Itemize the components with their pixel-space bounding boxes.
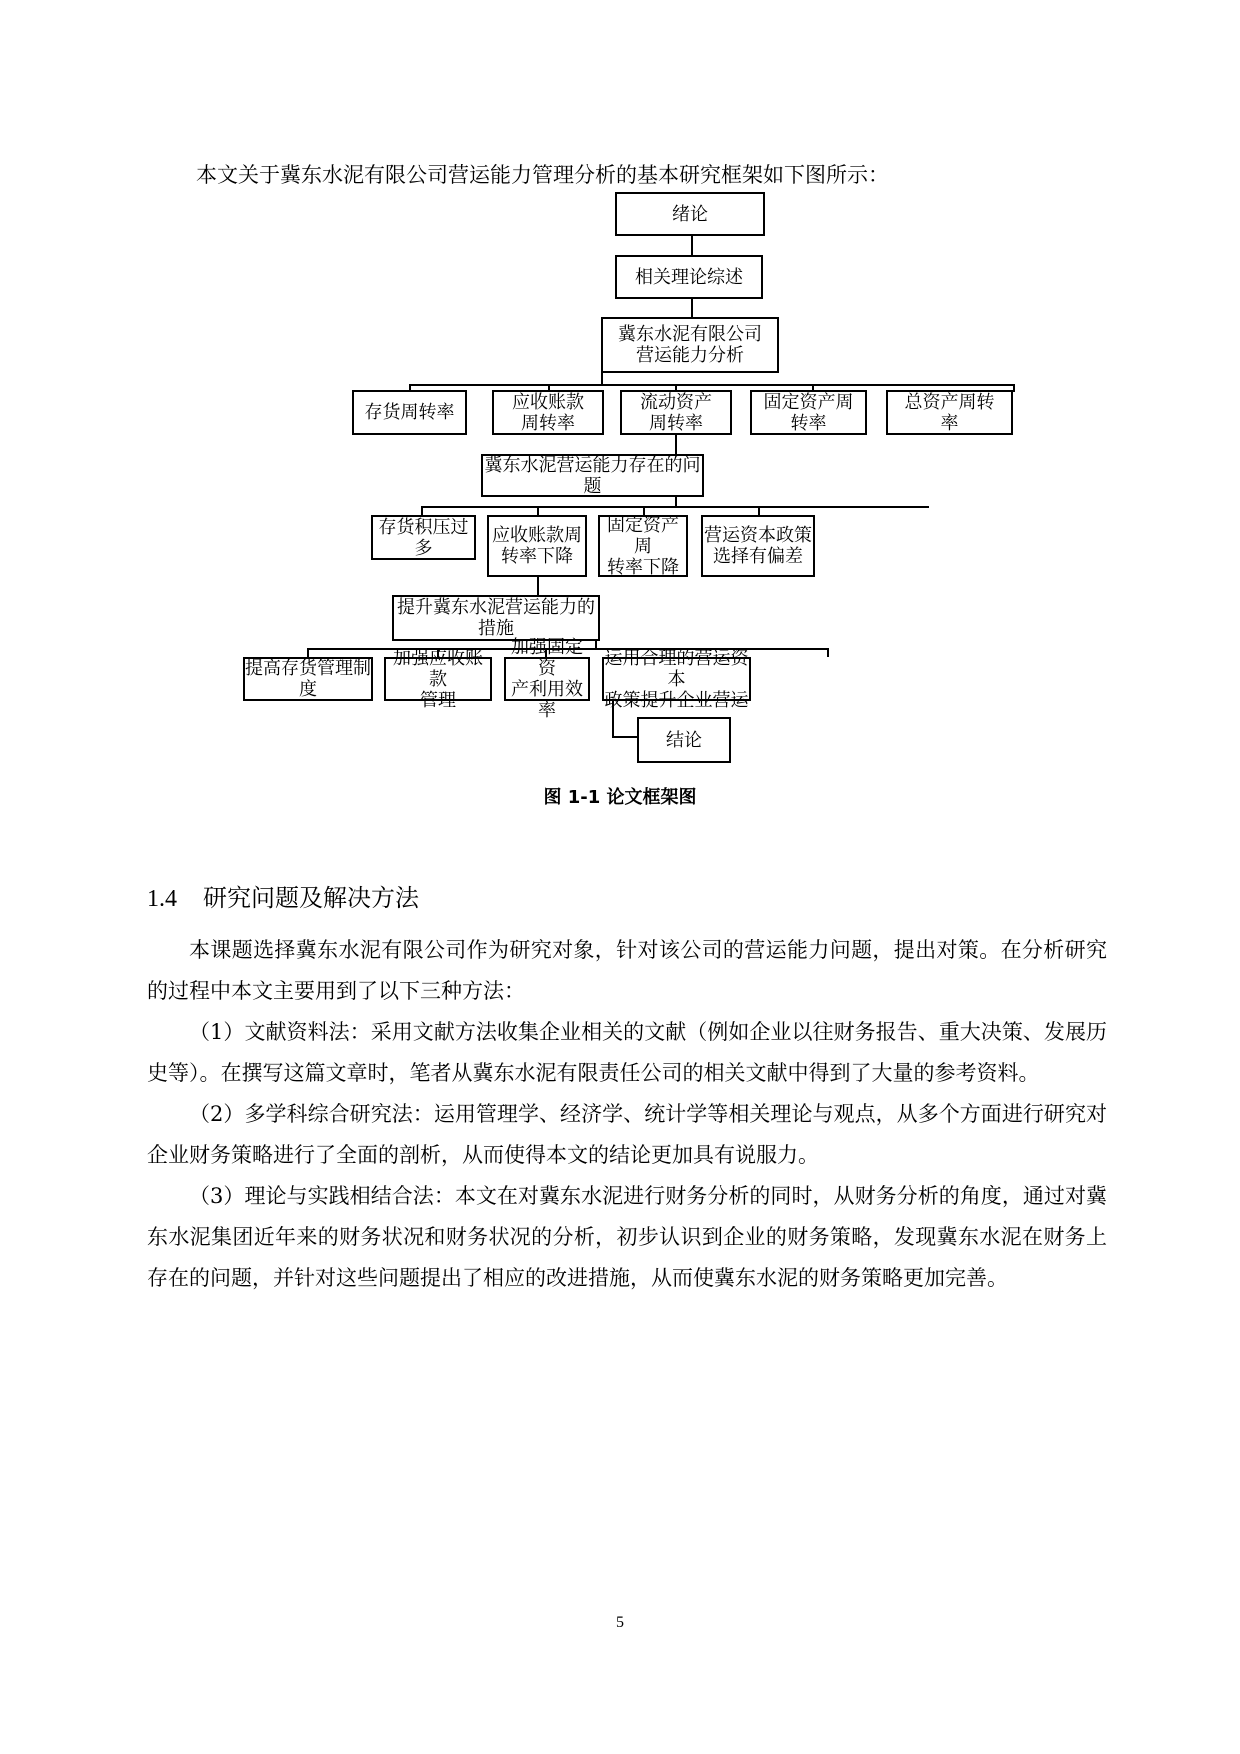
box-label-line: 应收账款	[512, 391, 584, 413]
box-problems	[481, 454, 704, 497]
box-improve-inventory-management	[243, 657, 373, 701]
connector	[537, 577, 539, 597]
box-fixed-assets-turnover	[750, 390, 867, 435]
box-conclusion	[637, 717, 731, 763]
box-fixed-assets-turnover-decline	[598, 515, 688, 577]
box-label-line: 管理	[420, 689, 456, 711]
box-label-line: 运用合理的营运资本	[604, 647, 749, 690]
connector	[537, 506, 539, 515]
connector	[612, 736, 637, 738]
box-label-line: 应收账款周	[492, 525, 582, 546]
box-label: 提高存货管理制度	[245, 658, 371, 700]
box-receivables-turnover-decline	[487, 515, 587, 577]
box-label: 相关理论综述	[635, 266, 743, 288]
connector	[675, 435, 677, 455]
box-label: 提升冀东水泥营运能力的措施	[397, 597, 595, 639]
box-label-line: 转率下降	[501, 546, 573, 567]
connector	[691, 297, 693, 319]
box-label-line: 营运能力分析	[636, 345, 744, 366]
connector	[307, 648, 309, 657]
box-label-line: 固定资产周	[763, 391, 854, 413]
box-label-line: 流动资产	[640, 391, 712, 413]
box-operating-capacity-analysis	[601, 317, 779, 373]
box-receivables-turnover	[492, 390, 604, 435]
paragraph: （1）文献资料法：采用文献方法收集企业相关的文献（例如企业以往财务报告、重大决策、发展历史等）。在撰写这篇文章时，笔者从冀东水泥有限责任公司的相关文献中得到了大量的参考资料。	[147, 1020, 1107, 1085]
box-current-assets-turnover	[620, 390, 732, 435]
box-total-assets-turnover	[886, 390, 1013, 435]
box-label: 冀东水泥营运能力存在的问题	[484, 454, 701, 497]
box-label-line: 产利用效率	[511, 679, 583, 721]
box-label-line: 营运资本政策	[704, 525, 812, 546]
figure-caption: 图 1-1 论文框架图	[543, 787, 697, 808]
connector	[691, 235, 693, 257]
box-label-line: 总资产周转	[904, 391, 995, 413]
box-label-line: 转率下降	[607, 556, 679, 578]
connector	[421, 506, 929, 508]
paragraph: 本课题选择冀东水泥有限公司作为研究对象，针对该公司的营运能力问题，提出对策。在分析研究的过程中本文主要用到了以下三种方法：	[147, 938, 1107, 1003]
section-heading	[147, 878, 419, 913]
connector	[1013, 384, 1015, 392]
box-label: 存货积压过多	[378, 516, 469, 559]
box-label-line: 加强固定资	[511, 637, 583, 679]
box-label-line: 固定资产周	[607, 514, 679, 557]
box-label-line: 转率	[790, 412, 827, 434]
box-label-line: 选择有偏差	[713, 546, 803, 567]
box-working-capital-policy-deviation	[701, 515, 815, 577]
box-label-line: 周转率	[649, 412, 703, 434]
connector	[421, 506, 423, 515]
body-text	[147, 930, 1107, 1299]
box-introduction	[615, 192, 765, 236]
box-theory-review	[615, 255, 763, 299]
box-label-line: 周转率	[521, 412, 575, 434]
section-title: 研究问题及解决方法	[203, 884, 419, 912]
box-label-line: 冀东水泥有限公司	[618, 324, 762, 345]
page-number: 5	[616, 1614, 624, 1631]
connector	[827, 648, 829, 657]
box-label: 绪论	[672, 203, 708, 225]
connector	[758, 506, 760, 515]
paragraph: （3）理论与实践相结合法：本文在对冀东水泥进行财务分析的同时，从财务分析的角度，通过对冀东水泥集团近年来的财务状况和财务状况的分析，初步认识到企业的财务策略，发现冀东水泥在财务上存在的问题，并针对这些问题提出了相应的改进措施，从而使冀东水泥的财务策略更加完善。	[147, 1184, 1107, 1290]
box-working-capital-policy	[602, 647, 751, 711]
box-label-line: 率	[940, 412, 959, 434]
box-inventory-turnover	[352, 390, 467, 435]
box-label: 存货周转率	[364, 402, 455, 423]
box-strengthen-receivables-management	[384, 647, 492, 711]
box-fixed-asset-efficiency	[504, 637, 590, 721]
box-label: 结论	[666, 729, 702, 751]
intro-sentence: 本文关于冀东水泥有限公司营运能力管理分析的基本研究框架如下图所示：	[196, 163, 889, 187]
paragraph: （2）多学科综合研究法：运用管理学、经济学、统计学等相关理论与观点，从多个方面进行研究对企业财务策略进行了全面的剖析，从而使得本文的结论更加具有说服力。	[147, 1102, 1107, 1167]
section-number: 1.4	[147, 886, 177, 912]
box-measures	[392, 595, 600, 641]
box-inventory-overstock	[371, 515, 476, 560]
box-label-line: 加强应收账款	[393, 647, 483, 690]
connector	[409, 384, 1015, 386]
box-label-line: 政策提升企业营运	[604, 689, 749, 711]
